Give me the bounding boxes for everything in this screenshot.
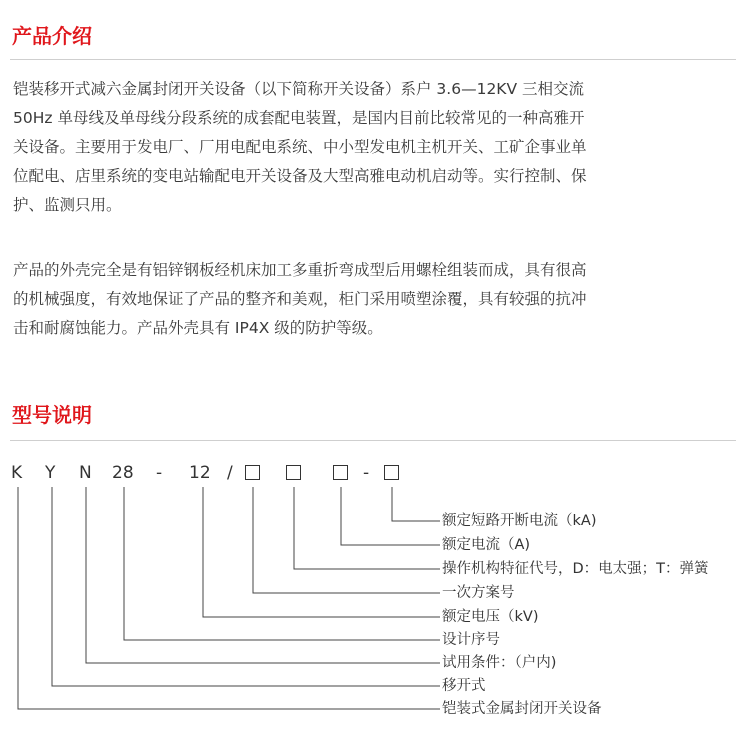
connector-voltage (203, 487, 440, 617)
text-line: 击和耐腐蚀能力。产品外壳具有 IP4X 级的防护等级。 (13, 319, 383, 337)
legend-design-number: 设计序号 (442, 632, 500, 648)
code-k: K (11, 463, 23, 483)
connector-scheme (253, 487, 440, 593)
legend-breaking-current: 额定短路开断电流（kA) (442, 513, 597, 529)
legend-usage-condition: 试用条件：（户内) (442, 655, 557, 671)
text-line: 产品的外壳完全是有铝锌钢板经机床加工多重折弯成型后用螺栓组装而成，具有很高 (13, 261, 587, 279)
intro-title: 产品介绍 (12, 24, 92, 48)
connector-breaking (392, 487, 440, 521)
text-line: 护、监测只用。 (13, 196, 122, 214)
code-slash: / (227, 463, 233, 483)
text-line: 位配电、店里系统的变电站输配电开关设备及大型高雅电动机启动等。实行控制、保 (13, 167, 587, 185)
code-y: Y (45, 463, 56, 483)
code-n: N (79, 463, 92, 483)
text-line: 关设备。主要用于发电厂、厂用电配电系统、中小型发电机主机开关、工矿企事业单 (13, 138, 587, 156)
connector-usage (86, 487, 440, 663)
connector-withdrawable (52, 487, 440, 686)
text-line: 的机械强度，有效地保证了产品的整齐和美观，柜门采用喷塑涂覆，具有较强的抗冲 (13, 290, 587, 308)
code-28: 28 (112, 463, 134, 483)
legend-withdrawable: 移开式 (442, 678, 486, 694)
text-line: 50Hz 单母线及单母线分段系统的成套配电装置，是国内目前比较常见的一种高雅开 (13, 109, 585, 127)
connector-mechanism (294, 487, 440, 569)
connector-current (341, 487, 440, 545)
code-dash-1: - (156, 463, 163, 483)
model-title: 型号说明 (12, 403, 92, 427)
legend-armored-switchgear: 铠装式金属封闭开关设备 (442, 701, 602, 717)
legend-rated-current: 额定电流（A) (442, 537, 531, 553)
text-line: 铠装移开式减六金属封闭开关设备（以下简称开关设备）系户 3.6—12KV 三相交流 (13, 80, 584, 98)
connector-armored (18, 487, 440, 709)
legend-mechanism-code: 操作机构特征代号，D：电太强；T：弹簧 (442, 561, 709, 577)
code-dash-2: - (363, 463, 370, 483)
legend-scheme-number: 一次方案号 (442, 585, 515, 601)
code-12: 12 (189, 463, 211, 483)
legend-rated-voltage: 额定电压（kV) (442, 609, 539, 625)
